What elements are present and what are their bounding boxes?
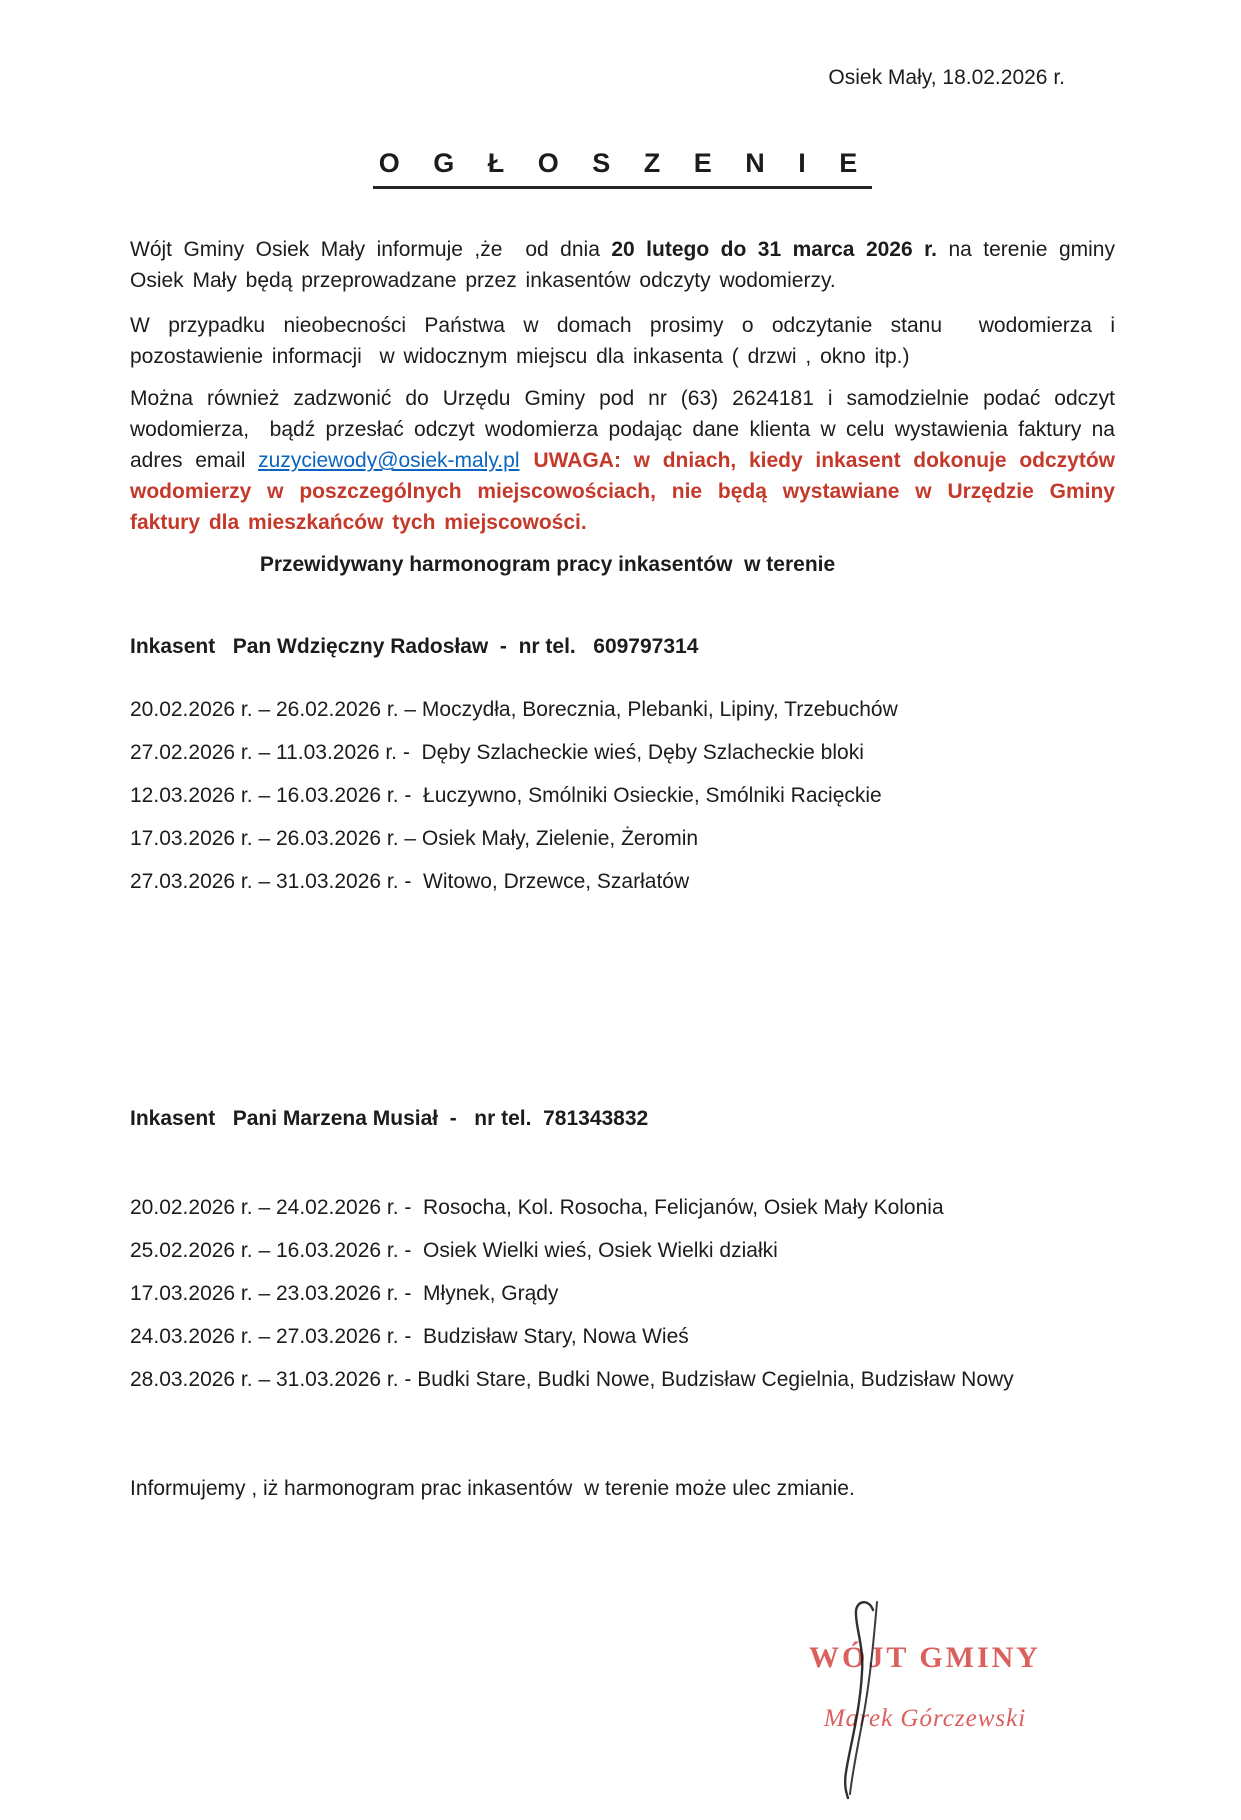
inspector-2-schedule — [130, 1195, 1115, 1393]
inspector-1-heading: Inkasent Pan Wdzięczny Radosław - nr tel. 609797314 — [130, 634, 699, 658]
inspector-1-schedule — [130, 697, 1115, 895]
schedule-line: 24.03.2026 r. – 27.03.2026 r. - Budzisław Stary, Nowa Wieś — [130, 1324, 689, 1348]
schedule-line: 20.02.2026 r. – 24.02.2026 r. - Rosocha, Kol. Rosocha, Felicjanów, Osiek Mały Kolonia — [130, 1195, 944, 1219]
page-title: O G Ł O S Z E N I E — [373, 148, 873, 189]
mayor-name-stamp: Marek Górczewski — [823, 1705, 1027, 1732]
footer-note: Informujemy , iż harmonogram prac inkasentów w terenie może ulec zmianie. — [130, 1476, 855, 1500]
intro-text-end: na terenie gminy Osiek Mały będą przeprowadzane przez inkasentów odczyty wodomierzy. — [130, 238, 1124, 292]
absence-paragraph: W przypadku nieobecności Państwa w domach prosimy o odczytanie stanu wodomierza i pozostawienie informacji w widocznym miejscu dla inkasenta ( drzwi , okno itp.) — [130, 313, 1124, 368]
schedule-line: 25.02.2026 r. – 16.03.2026 r. - Osiek Wielki wieś, Osiek Wielki działki — [130, 1238, 778, 1262]
title-row — [130, 148, 1115, 189]
contact-paragraph — [130, 384, 1124, 538]
date-line: Osiek Mały, 18.02.2026 r. — [828, 66, 1065, 89]
email-link[interactable]: zuzyciewody@osiek-maly.pl — [258, 449, 520, 473]
intro-paragraph — [130, 235, 1124, 297]
schedule-line: 27.03.2026 r. – 31.03.2026 r. - Witowo, Drzewce, Szarłatów — [130, 869, 690, 893]
schedule-line: 27.02.2026 r. – 11.03.2026 r. - Dęby Szlacheckie wieś, Dęby Szlacheckie bloki — [130, 740, 864, 764]
mayor-title-stamp: WÓJT GMINY — [809, 1641, 1041, 1674]
schedule-line: 20.02.2026 r. – 26.02.2026 r. – Moczydła, Borecznia, Plebanki, Lipiny, Trzebuchów — [130, 697, 898, 721]
warning-text: UWAGA: w dniach, kiedy inkasent dokonuje odczytów wodomierzy w poszczególnych miejscowościach, nie będą wystawiane w Urzędzie Gminy faktury dla mieszkańców tych miejscowości. — [130, 449, 1124, 534]
schedule-line: 17.03.2026 r. – 26.03.2026 r. – Osiek Mały, Zielenie, Żeromin — [130, 826, 699, 850]
announcement-document — [0, 66, 1241, 1820]
inspector-2-heading: Inkasent Pani Marzena Musiał - nr tel. 781343832 — [130, 1106, 649, 1130]
date-range-bold: 20 lutego do 31 marca 2026 r. — [611, 238, 937, 262]
contact-text: Można również zadzwonić do Urzędu Gminy pod nr (63) 2624181 i samodzielnie podać odczyt wodomierza, bądź przesłać odczyt wodomierza podając dane klienta w celu wystawienia faktury na adres email — [130, 387, 1124, 473]
intro-text-start: Wójt Gminy Osiek Mały informuje ,że od dnia — [130, 238, 612, 262]
schedule-line: 12.03.2026 r. – 16.03.2026 r. - Łuczywno, Smólniki Osieckie, Smólniki Racięckie — [130, 783, 882, 807]
schedule-line: 28.03.2026 r. – 31.03.2026 r. - Budki Stare, Budki Nowe, Budzisław Cegielnia, Budzisław Nowy — [130, 1367, 1014, 1391]
schedule-heading: Przewidywany harmonogram pracy inkasentów w terenie — [259, 552, 836, 576]
signature-block — [745, 1641, 1105, 1733]
schedule-line: 17.03.2026 r. – 23.03.2026 r. - Młynek, Grądy — [130, 1281, 559, 1305]
